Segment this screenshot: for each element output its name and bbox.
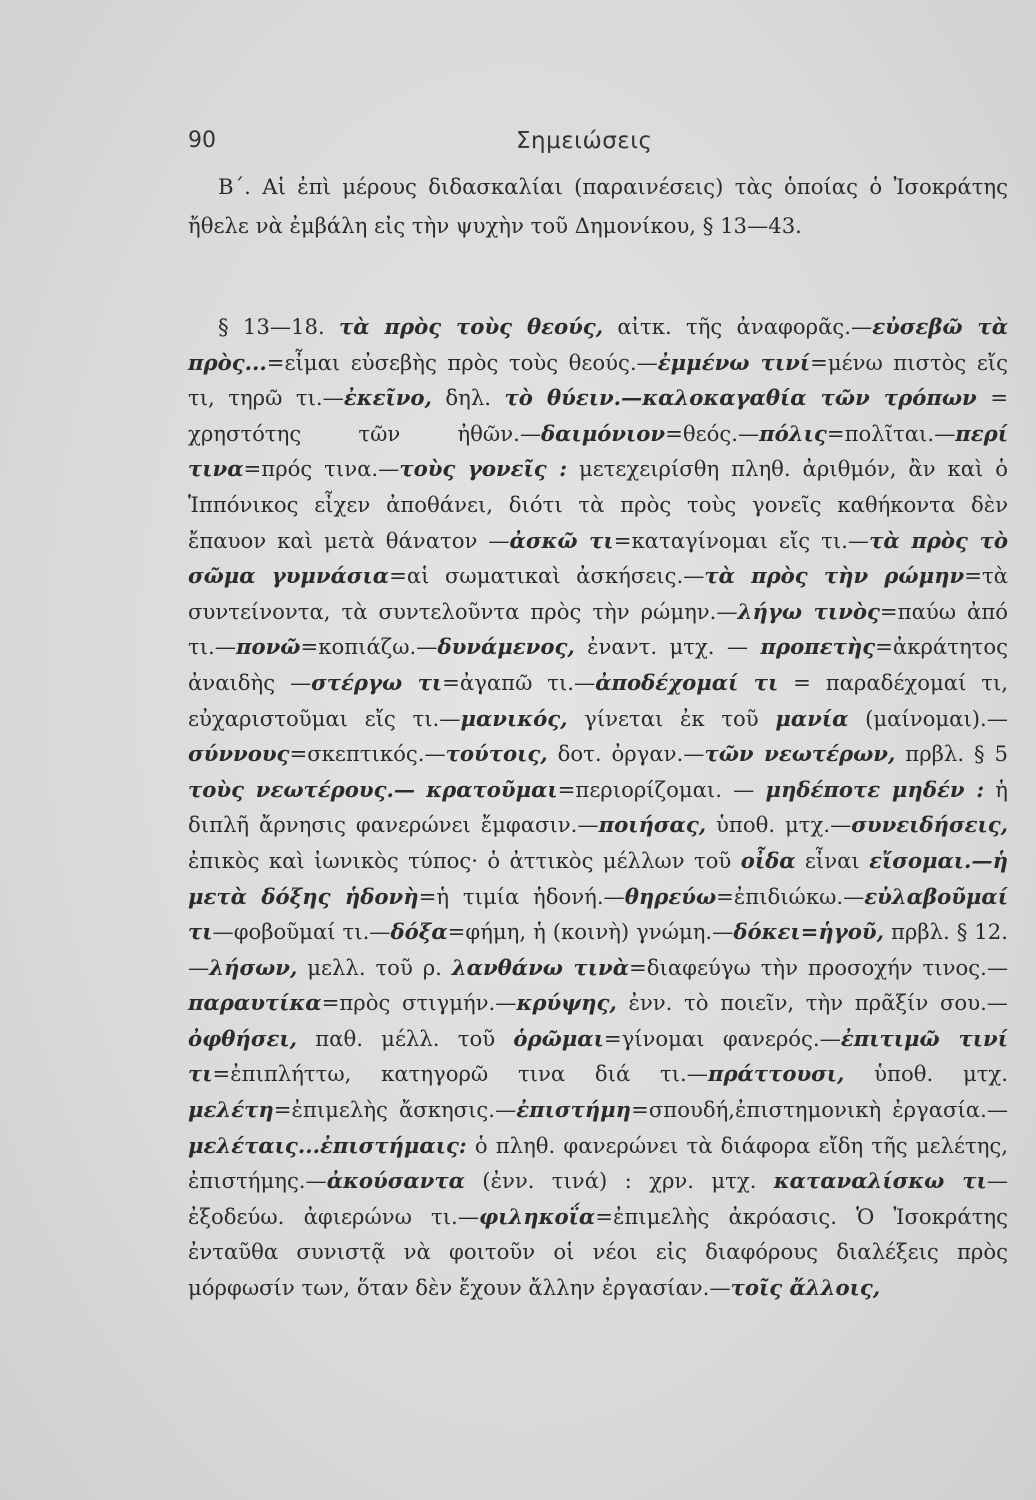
note-term: πράττουσι, bbox=[707, 1061, 845, 1087]
note-term: λήσων, bbox=[209, 954, 298, 980]
note-text: =καταγίνομαι εἴς τι.— bbox=[613, 527, 870, 553]
note-term: δόξα bbox=[390, 919, 448, 945]
note-term: περί τινα bbox=[188, 420, 1008, 482]
notes-paragraph bbox=[188, 309, 1008, 1306]
note-text: πρβλ. § 5 bbox=[895, 741, 1008, 767]
note-text: =ἐπιπλήττω, κατηγορῶ τινα διά τι.— bbox=[212, 1061, 708, 1087]
note-text bbox=[415, 777, 426, 802]
note-term: τοῖς ἄλλοις, bbox=[730, 1275, 881, 1301]
note-term: παραυτίκα bbox=[188, 990, 322, 1016]
note-text: παθ. μέλλ. τοῦ bbox=[296, 1025, 514, 1051]
note-term: κρατοῦμαι bbox=[426, 776, 558, 802]
running-title: Σημειώσεις bbox=[516, 128, 653, 154]
note-term: λήγω τινὸς bbox=[737, 598, 880, 624]
note-text: § 13—18. bbox=[218, 314, 340, 339]
note-term: θηρεύω bbox=[624, 883, 717, 909]
note-term: σύννους bbox=[188, 741, 290, 767]
note-text: γίνεται ἐκ τοῦ bbox=[567, 705, 776, 731]
note-term: λανθάνω τινὰ bbox=[451, 954, 630, 980]
note-term: τούτοις, bbox=[445, 741, 548, 767]
note-text: =ἀκράτητος ἀναιδὴς — bbox=[188, 634, 1008, 695]
note-text: =παύω ἀπό τι.— bbox=[188, 598, 1008, 660]
note-text: =πρὸς στιγμήν.— bbox=[321, 990, 517, 1016]
note-text: =διαφεύγω τὴν προσοχήν τινος.— bbox=[629, 954, 1009, 980]
note-term: ἐπιστήμη bbox=[516, 1097, 632, 1123]
note-term: τὸ θύειν.—καλοκαγαθία τῶν τρόπων bbox=[504, 385, 977, 411]
note-text: δοτ. ὀργαν.— bbox=[547, 741, 705, 767]
note-term: μηδέποτε μηδέν : bbox=[765, 776, 985, 802]
note-term: συνειδήσεις, bbox=[851, 812, 1008, 838]
note-term: καταναλίσκω τι bbox=[773, 1168, 987, 1194]
note-text: μετεχειρίσθη πληθ. ἀριθμόν, ἂν καὶ ὁ Ἱππόνικος εἶχεν ἀποθάνει, διότι τὰ πρὸς τοὺς γονεῖς καθήκοντα δὲν ἔπαυον καὶ μετὰ θάνατον — bbox=[188, 456, 1008, 553]
note-term: εὐσεβῶ τὰ πρὸς... bbox=[188, 314, 1008, 375]
note-term: δαιμόνιον bbox=[541, 420, 666, 446]
note-text: = χρηστότης τῶν ἠθῶν.— bbox=[188, 385, 1008, 446]
note-term: ὀφθήσει, bbox=[188, 1025, 297, 1051]
note-text: =σκεπτικός.— bbox=[289, 741, 446, 767]
note-term: μελέτη bbox=[188, 1097, 274, 1123]
note-text: =αἱ σωματικαὶ ἀσκήσεις.— bbox=[389, 563, 705, 589]
note-text: =κοπιάζω.— bbox=[300, 634, 438, 660]
note-text: εἶναι bbox=[795, 847, 870, 873]
note-text: ὑποθ. μτχ. bbox=[844, 1061, 1009, 1087]
note-term: τοὺς γονεῖς : bbox=[399, 456, 568, 482]
note-term: εἴσομαι.—ἡ μετὰ δόξης ἡδονὴ bbox=[188, 847, 1008, 909]
note-text: ἡ διπλῆ ἄρνησις φανερώνει ἔμφασιν.— bbox=[188, 776, 1008, 838]
note-text: πρβλ. § 12.— bbox=[188, 919, 1008, 980]
note-term: μανία bbox=[775, 705, 849, 731]
note-text: (μαίνομαι).— bbox=[848, 705, 1008, 731]
note-text: =θεός.— bbox=[665, 420, 760, 446]
note-term: οἶδα bbox=[740, 847, 796, 873]
note-text: —ἐξοδεύω. ἀφιερώνω τι.— bbox=[188, 1168, 1009, 1229]
note-text: =ἐπιμελὴς ἄσκησις.— bbox=[273, 1097, 517, 1123]
note-term: ἀκούσαντα bbox=[326, 1168, 465, 1194]
note-term: κρύψης, bbox=[516, 990, 617, 1016]
note-text: —φοβοῦμαί τι.— bbox=[212, 919, 391, 945]
note-text: ὑποθ. μτχ.— bbox=[706, 812, 852, 838]
note-term: τὰ πρὸς τὴν ρώμην bbox=[704, 563, 965, 589]
note-term: δυνάμενος, bbox=[437, 634, 575, 660]
note-term: τὰ πρὸς τὸ σῶμα γυμνάσια bbox=[188, 527, 1008, 589]
note-text: =πολῖται.— bbox=[826, 420, 956, 446]
note-term: ἀποδέχομαί τι bbox=[595, 669, 779, 695]
note-text: =ἐπιμελὴς ἀκρόασις. Ὁ Ἰσοκράτης ἐνταῦθα συνιστᾷ νὰ φοιτοῦν οἱ νέοι εἰς διαφόρους διαλέξεις πρὸς μόρφωσίν των, ὅταν δὲν ἔχουν ἄλλην ἐργασίαν.— bbox=[188, 1203, 1008, 1301]
note-term: ἐκεῖνο, bbox=[343, 385, 432, 411]
page-header bbox=[0, 128, 1036, 168]
note-term: ὁρῶμαι bbox=[513, 1025, 604, 1051]
note-text: =γίνομαι φανερός.— bbox=[603, 1025, 841, 1051]
note-text: =εἶμαι εὐσεβὴς πρὸς τοὺς θεούς.— bbox=[266, 349, 658, 375]
note-term: ποιήσας, bbox=[598, 812, 707, 838]
note-term: ἀσκῶ τι bbox=[509, 527, 614, 553]
section-b-paragraph: Β΄. Αἱ ἐπὶ μέρους διδασκαλίαι (παραινέσεις) τὰς ὁποίας ὁ Ἰσοκράτης ἤθελε νὰ ἐμβάλη εἰς τὴν ψυχὴν τοῦ Δημονίκου, § 13—43. bbox=[188, 174, 1008, 238]
note-term: μανικός, bbox=[460, 705, 568, 731]
note-term: τὰ πρὸς τοὺς θεούς, bbox=[339, 314, 604, 339]
note-text: =φήμη, ἡ (κοινὴ) γνώμη.— bbox=[447, 919, 734, 945]
note-text: =πρός τινα.— bbox=[243, 456, 400, 482]
note-term: τοὺς νεωτέρους.— bbox=[188, 776, 416, 802]
note-term: πόλις bbox=[759, 420, 827, 446]
note-term: ἐμμένω τινί bbox=[657, 349, 811, 375]
note-text: ἐνν. τὸ ποιεῖν, τὴν πρᾶξίν σου.— bbox=[616, 990, 1008, 1016]
note-term: τῶν νεωτέρων, bbox=[704, 741, 896, 767]
note-text: αἰτκ. τῆς ἀναφορᾶς.— bbox=[603, 314, 873, 339]
note-text: =ἀγαπῶ τι.— bbox=[442, 669, 596, 695]
note-term: πονῶ bbox=[235, 634, 301, 660]
note-text: =ἐπιδιώκω.— bbox=[716, 883, 865, 909]
note-text: δηλ. bbox=[431, 385, 505, 411]
note-text: ὁ πληθ. φανερώνει τὰ διάφορα εἴδη τῆς μελέτης, ἐπιστήμης.— bbox=[188, 1132, 1008, 1194]
note-text: =περιορίζομαι. — bbox=[557, 776, 766, 802]
note-term: φιληκοΐα bbox=[478, 1203, 596, 1229]
note-term: ἐπιτιμῶ τινί τι bbox=[188, 1025, 1009, 1087]
note-term: μελέταις...ἐπιστήμαις: bbox=[188, 1132, 467, 1158]
page-number: 90 bbox=[188, 128, 216, 153]
note-text: =σπουδή,ἐπιστημονικὴ ἐργασία.— bbox=[631, 1097, 1009, 1123]
note-text: ἐπικὸς καὶ ἰωνικὸς τύπος· ὁ ἀττικὸς μέλλων τοῦ bbox=[188, 847, 741, 873]
note-text: =τὰ συντείνοντα, τὰ συντελοῦντα πρὸς τὴν ρώμην.— bbox=[188, 563, 1008, 624]
note-text: =ἡ τιμία ἡδονή.— bbox=[418, 883, 625, 909]
note-text: =μένω πιστὸς εἴς τι, τηρῶ τι.— bbox=[188, 349, 1008, 411]
note-text: μελλ. τοῦ ρ. bbox=[297, 954, 452, 980]
note-term: δόκει=ἡγοῦ, bbox=[733, 919, 884, 945]
note-term: εὐλαβοῦμαί τι bbox=[188, 883, 1008, 945]
note-term: στέργω τι bbox=[311, 669, 443, 695]
note-term: προπετὴς bbox=[760, 634, 876, 660]
note-text: ἐναντ. μτχ. — bbox=[574, 634, 761, 660]
note-text: = παραδέχομαί τι, εὐχαριστοῦμαι εἴς τι.— bbox=[188, 669, 1008, 731]
note-text: (ἐνν. τινά) : χρν. μτχ. bbox=[464, 1168, 774, 1194]
